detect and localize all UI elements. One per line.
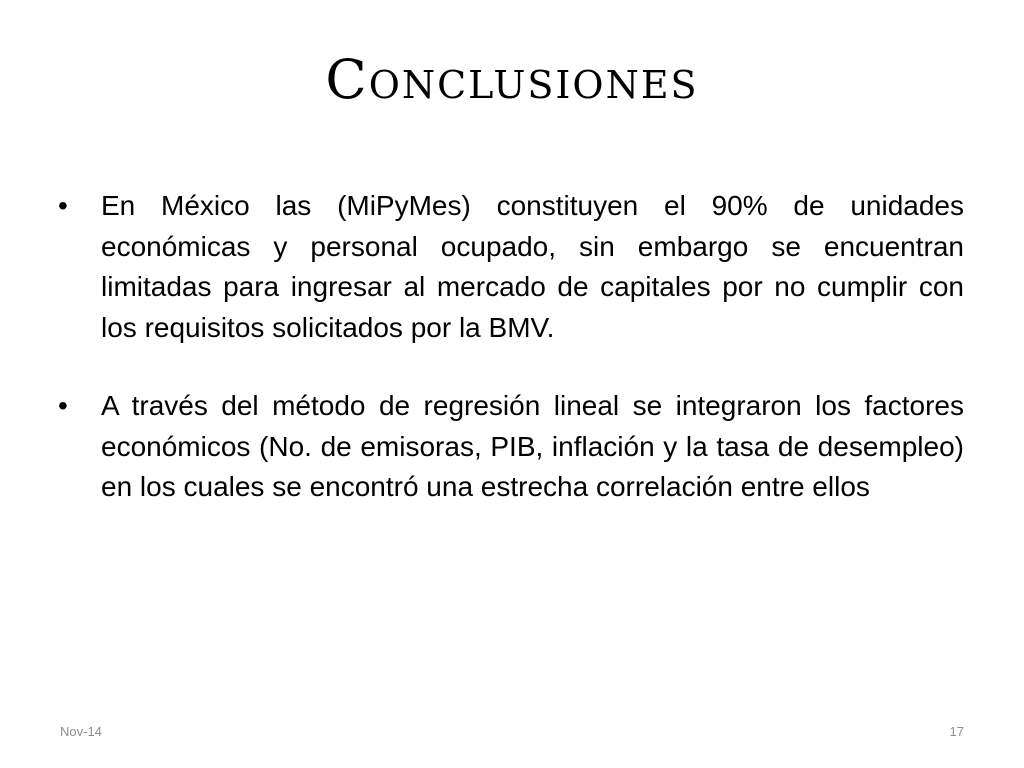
bullet-marker: • [58, 190, 68, 221]
bullet-text: En México las (MiPyMes) constituyen el 90% de unidades económicas y personal ocupado, sin embargo se encuentran limitadas para ingresar al mercado de capitales por no cumplir con los requisitos solicitados por la BMV. [101, 190, 964, 343]
bullet-text: A través del método de regresión lineal se integraron los factores económicos (No. de emisoras, PIB, inflación y la tasa de desempleo) en los cuales se encontró una estrecha correlación entre ellos [101, 390, 964, 502]
bullet-item [58, 386, 964, 508]
footer-date: Nov-14 [60, 724, 102, 739]
bullet-item [58, 186, 964, 348]
slide-title: Conclusiones [325, 48, 699, 111]
page-number: 17 [949, 724, 964, 739]
bullet-marker: • [58, 390, 68, 421]
bullet-list [58, 186, 964, 546]
